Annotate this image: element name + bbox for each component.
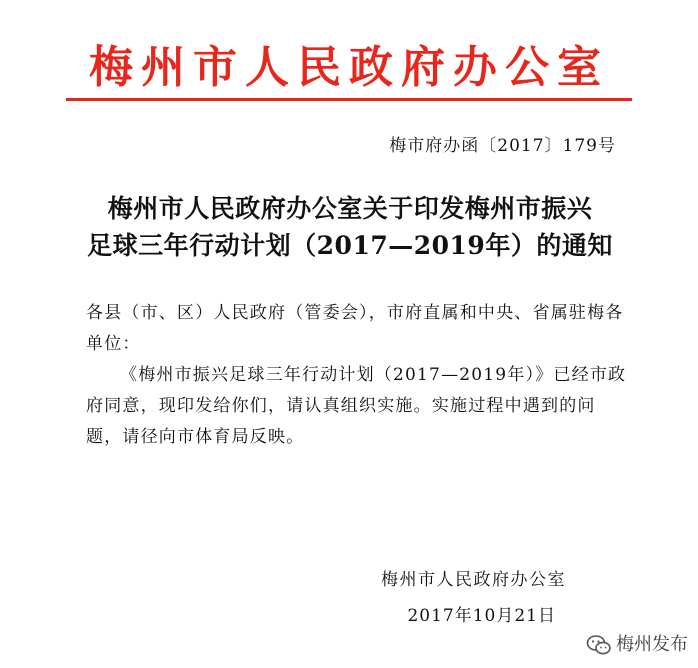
- source-watermark: [582, 632, 692, 658]
- main-paragraph: 《梅州市振兴足球三年行动计划（2017—2019年）》已经市政府同意，现印发给你们，请认真组织实施。实施过程中遇到的问题，请径向市体育局反映。: [86, 365, 627, 447]
- wechat-official-account-icon: [586, 634, 612, 656]
- red-header-rule: [66, 98, 632, 101]
- document-number: 梅市府办函〔2017〕179号: [389, 136, 616, 156]
- signature-date: 2017年10月21日: [407, 606, 556, 626]
- document-title-line-1: 梅州市人民政府办公室关于印发梅州市振兴: [107, 194, 593, 223]
- document-body: [86, 298, 630, 453]
- issuing-office-title: 梅州市人民政府办公室: [89, 42, 609, 93]
- signature-organization: 梅州市人民政府办公室: [381, 570, 566, 590]
- document-title: [60, 190, 640, 264]
- watermark-text: 梅州发布: [616, 634, 688, 655]
- recipients-paragraph: 各县（市、区）人民政府（管委会），市府直属和中央、省属驻梅各单位：: [86, 303, 624, 354]
- document-title-line-2: 足球三年行动计划（2017—2019年）的通知: [87, 231, 613, 260]
